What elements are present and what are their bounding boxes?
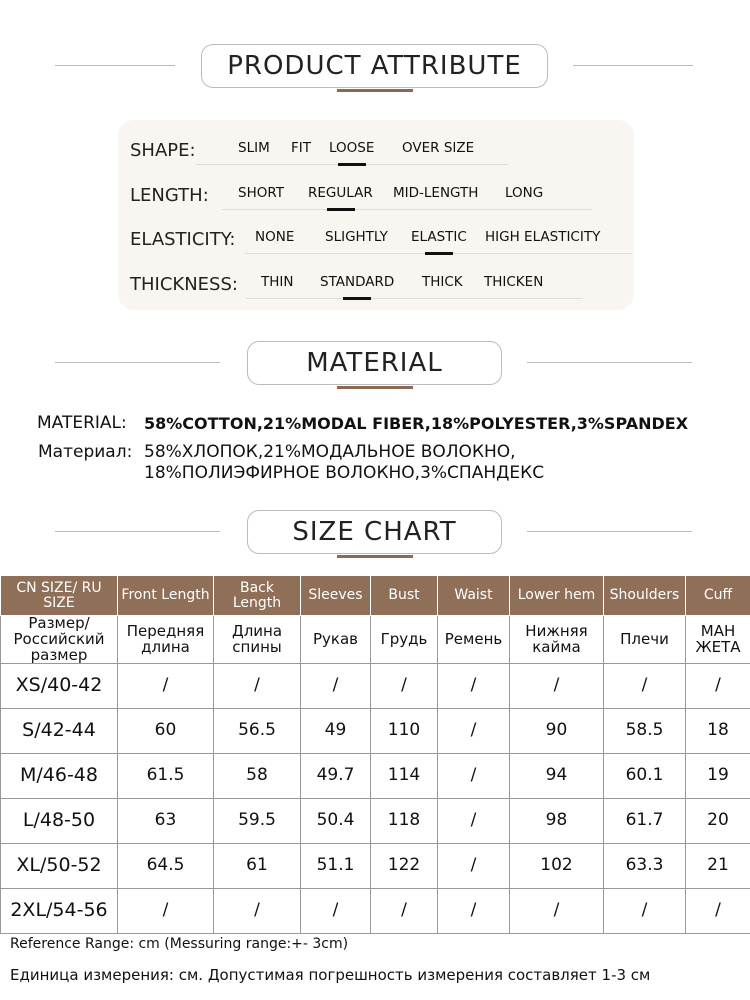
table-cell: / bbox=[604, 889, 686, 934]
table-cell: 51.1 bbox=[301, 844, 371, 889]
table-cell: / bbox=[510, 889, 604, 934]
table-cell: 56.5 bbox=[214, 709, 301, 754]
table-header-row bbox=[1, 576, 750, 616]
table-cell: L/48-50 bbox=[1, 799, 118, 844]
table-cell: 64.5 bbox=[118, 844, 214, 889]
section-title: SIZE CHART bbox=[247, 510, 502, 554]
attribute-option: THICK bbox=[422, 274, 463, 290]
table-cell: 63.3 bbox=[604, 844, 686, 889]
table-cell: 18 bbox=[686, 709, 750, 754]
table-cell: / bbox=[604, 664, 686, 709]
attribute-row bbox=[130, 223, 630, 253]
table-cell: Bust bbox=[371, 576, 438, 616]
attribute-row bbox=[130, 134, 630, 164]
table-cell: Back Length bbox=[214, 576, 301, 616]
table-cell: 61 bbox=[214, 844, 301, 889]
table-cell: 49.7 bbox=[301, 754, 371, 799]
attribute-option: STANDARD bbox=[320, 274, 395, 290]
table-cell: 60.1 bbox=[604, 754, 686, 799]
footer-reference-en: Reference Range: cm (Messuring range:+- 3cm) bbox=[10, 936, 349, 952]
table-cell: Нижняя кайма bbox=[510, 616, 604, 664]
table-cell: / bbox=[438, 664, 510, 709]
table-cell: Shoulders bbox=[604, 576, 686, 616]
table-cell: Размер/ Российский размер bbox=[1, 616, 118, 664]
size-chart-table bbox=[0, 575, 750, 934]
attribute-label: LENGTH: bbox=[130, 185, 209, 206]
material-ru-label: Материал: bbox=[38, 442, 133, 462]
table-cell: / bbox=[118, 889, 214, 934]
table-cell: / bbox=[510, 664, 604, 709]
table-cell: 2XL/54-56 bbox=[1, 889, 118, 934]
table-cell: 49 bbox=[301, 709, 371, 754]
attribute-option: FIT bbox=[291, 140, 311, 156]
table-row bbox=[1, 844, 750, 889]
material-ru-value-2: 18%ПОЛИЭФИРНОЕ ВОЛОКНО,3%СПАНДЕКС bbox=[144, 463, 545, 483]
table-cell: M/46-48 bbox=[1, 754, 118, 799]
table-cell: 90 bbox=[510, 709, 604, 754]
table-cell: / bbox=[438, 889, 510, 934]
table-cell: / bbox=[118, 664, 214, 709]
table-row bbox=[1, 664, 750, 709]
table-cell: 102 bbox=[510, 844, 604, 889]
table-cell: 60 bbox=[118, 709, 214, 754]
attribute-option: ELASTIC bbox=[411, 229, 467, 245]
table-cell: Передняя длина bbox=[118, 616, 214, 664]
attribute-option: OVER SIZE bbox=[402, 140, 475, 156]
attribute-label: SHAPE: bbox=[130, 140, 196, 161]
table-cell: 98 bbox=[510, 799, 604, 844]
section-header-size-chart bbox=[0, 510, 750, 554]
table-cell: XL/50-52 bbox=[1, 844, 118, 889]
material-en-value: 58%COTTON,21%MODAL FIBER,18%POLYESTER,3%SPANDEX bbox=[144, 414, 689, 433]
table-cell: S/42-44 bbox=[1, 709, 118, 754]
table-cell: / bbox=[686, 889, 750, 934]
table-cell: / bbox=[301, 664, 371, 709]
attribute-option: LOOSE bbox=[329, 140, 375, 156]
attribute-label: ELASTICITY: bbox=[130, 229, 236, 250]
section-title: PRODUCT ATTRIBUTE bbox=[201, 44, 548, 88]
table-cell: / bbox=[301, 889, 371, 934]
table-cell: 114 bbox=[371, 754, 438, 799]
attribute-option: THICKEN bbox=[484, 274, 544, 290]
table-cell: Плечи bbox=[604, 616, 686, 664]
table-cell: Waist bbox=[438, 576, 510, 616]
selected-marker bbox=[425, 252, 453, 255]
material-en-label: MATERIAL: bbox=[37, 413, 127, 433]
selected-marker bbox=[338, 163, 366, 166]
attribute-option: MID-LENGTH bbox=[393, 185, 479, 201]
table-cell: 58 bbox=[214, 754, 301, 799]
table-cell: Sleeves bbox=[301, 576, 371, 616]
attribute-row bbox=[130, 179, 630, 209]
attribute-option: SLIGHTLY bbox=[325, 229, 388, 245]
table-cell: 63 bbox=[118, 799, 214, 844]
table-cell: 19 bbox=[686, 754, 750, 799]
table-cell: 122 bbox=[371, 844, 438, 889]
attribute-option: REGULAR bbox=[308, 185, 373, 201]
table-cell: 50.4 bbox=[301, 799, 371, 844]
table-cell: Ремень bbox=[438, 616, 510, 664]
table-cell: Front Length bbox=[118, 576, 214, 616]
table-cell: Рукав bbox=[301, 616, 371, 664]
attribute-option: SHORT bbox=[238, 185, 284, 201]
table-cell: / bbox=[438, 754, 510, 799]
table-cell: / bbox=[214, 889, 301, 934]
table-cell: 58.5 bbox=[604, 709, 686, 754]
table-cell: 21 bbox=[686, 844, 750, 889]
table-cell: 59.5 bbox=[214, 799, 301, 844]
table-cell: / bbox=[438, 709, 510, 754]
table-cell: 20 bbox=[686, 799, 750, 844]
table-row bbox=[1, 799, 750, 844]
table-cell: Lower hem bbox=[510, 576, 604, 616]
attribute-option: NONE bbox=[255, 229, 295, 245]
table-cell: 118 bbox=[371, 799, 438, 844]
section-header-attribute bbox=[0, 44, 750, 88]
table-cell: Cuff bbox=[686, 576, 750, 616]
table-cell: 110 bbox=[371, 709, 438, 754]
table-cell: / bbox=[214, 664, 301, 709]
attribute-label: THICKNESS: bbox=[130, 274, 238, 295]
table-cell: Грудь bbox=[371, 616, 438, 664]
section-title: MATERIAL bbox=[247, 341, 502, 385]
attribute-option: HIGH ELASTICITY bbox=[485, 229, 601, 245]
table-row bbox=[1, 709, 750, 754]
attribute-option: THIN bbox=[261, 274, 294, 290]
table-cell: / bbox=[438, 799, 510, 844]
attribute-option: LONG bbox=[505, 185, 544, 201]
table-cell: / bbox=[371, 889, 438, 934]
attribute-panel bbox=[118, 120, 634, 310]
table-header-row-ru bbox=[1, 616, 750, 664]
table-cell: 61.7 bbox=[604, 799, 686, 844]
material-ru-value: 58%ХЛОПОК,21%МОДАЛЬНОЕ ВОЛОКНО, bbox=[144, 442, 516, 462]
table-cell: 94 bbox=[510, 754, 604, 799]
table-cell: / bbox=[438, 844, 510, 889]
table-cell: Длина спины bbox=[214, 616, 301, 664]
selected-marker bbox=[343, 297, 371, 300]
footer-reference-ru: Единица измерения: см. Допустимая погрешность измерения составляет 1-3 см bbox=[10, 966, 651, 984]
attribute-option: SLIM bbox=[238, 140, 270, 156]
table-row bbox=[1, 889, 750, 934]
table-cell: / bbox=[371, 664, 438, 709]
divider bbox=[246, 298, 583, 299]
divider bbox=[222, 209, 592, 210]
table-cell: / bbox=[686, 664, 750, 709]
table-cell: CN SIZE/ RU SIZE bbox=[1, 576, 118, 616]
section-header-material bbox=[0, 341, 750, 385]
attribute-row bbox=[130, 268, 630, 298]
table-row bbox=[1, 754, 750, 799]
selected-marker bbox=[327, 208, 355, 211]
table-cell: МАН ЖЕТА bbox=[686, 616, 750, 664]
table-cell: 61.5 bbox=[118, 754, 214, 799]
table-cell: XS/40-42 bbox=[1, 664, 118, 709]
